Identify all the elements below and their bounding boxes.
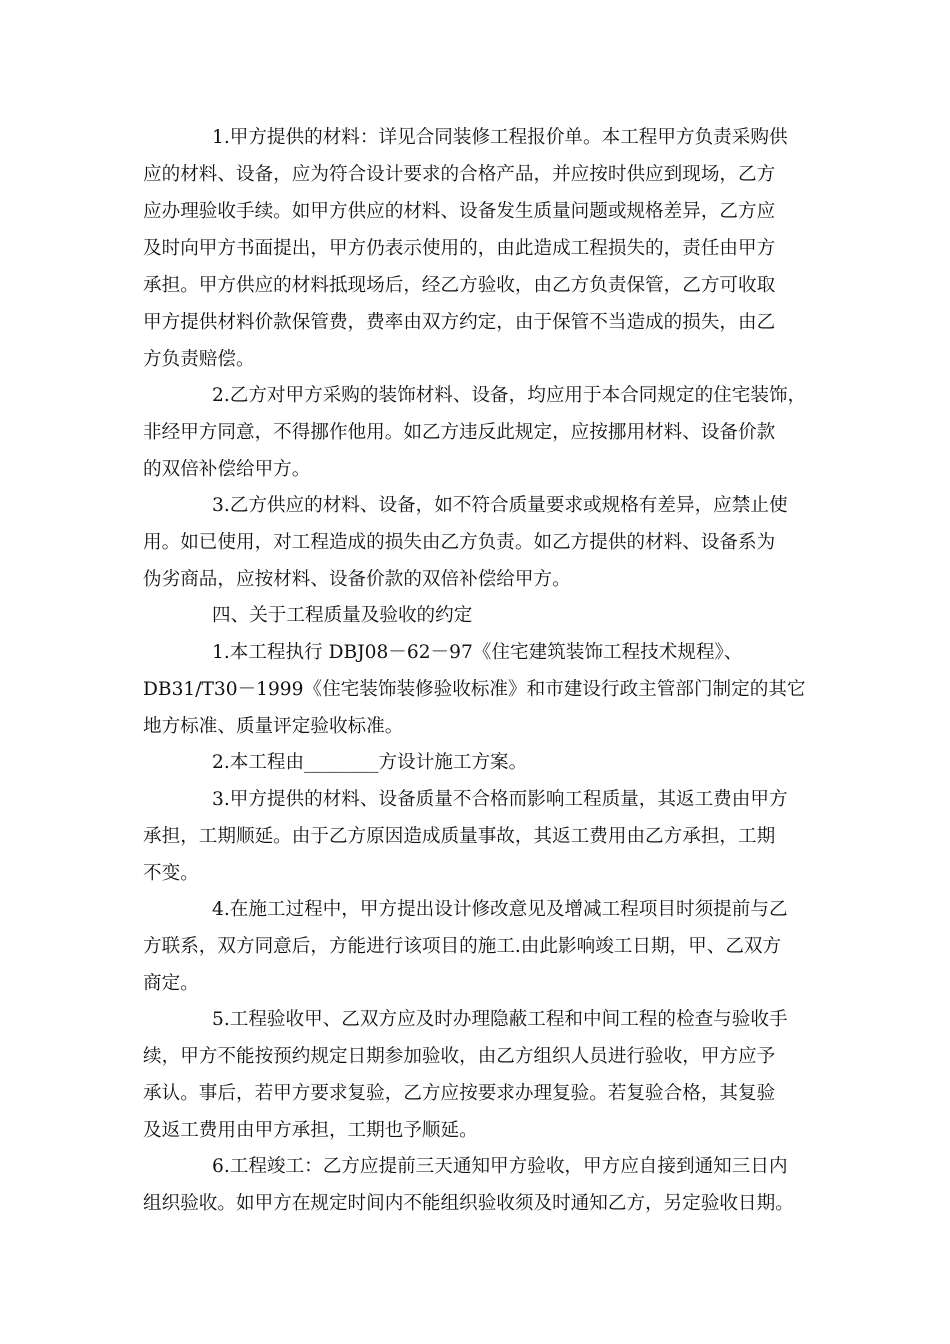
text-line: 非经甲方同意，不得挪作他用。如乙方违反此规定，应按挪用材料、设备价款 xyxy=(143,422,776,443)
text-line: DB31/T30－1999《住宅装饰装修验收标准》和市建设行政主管部门制定的其它 xyxy=(143,679,806,700)
text-line: 及时向甲方书面提出，甲方仍表示使用的，由此造成工程损失的，责任由甲方 xyxy=(143,238,776,259)
text-line: 方负责赔偿。 xyxy=(143,349,255,370)
text-line: 商定。 xyxy=(143,973,199,994)
text-line: 应办理验收手续。如甲方供应的材料、设备发生质量问题或规格差异，乙方应 xyxy=(143,201,776,222)
text-line: 及返工费用由甲方承担，工期也予顺延。 xyxy=(143,1120,478,1141)
text-line: 的双倍补偿给甲方。 xyxy=(143,459,311,480)
text-line: 用。如已使用，对工程造成的损失由乙方负责。如乙方提供的材料、设备系为 xyxy=(143,532,776,553)
text-line: 3.甲方提供的材料、设备质量不合格而影响工程质量，其返工费由甲方 xyxy=(212,789,788,810)
text-line: 2.本工程由________方设计施工方案。 xyxy=(212,752,528,773)
text-line: 地方标准、质量评定验收标准。 xyxy=(143,716,404,737)
text-line: 承认。事后，若甲方要求复验，乙方应按要求办理复验。若复验合格，其复验 xyxy=(143,1083,776,1104)
text-line: 应的材料、设备，应为符合设计要求的合格产品，并应按时供应到现场，乙方 xyxy=(143,164,776,185)
text-line: 6.工程竣工：乙方应提前三天通知甲方验收，甲方应自接到通知三日内 xyxy=(212,1156,788,1177)
text-line: 2.乙方对甲方采购的装饰材料、设备，均应用于本合同规定的住宅装饰， xyxy=(212,385,807,406)
text-line: 3.乙方供应的材料、设备，如不符合质量要求或规格有差异，应禁止使 xyxy=(212,495,788,516)
text-line: 1.甲方提供的材料：详见合同装修工程报价单。本工程甲方负责采购供 xyxy=(212,127,788,148)
text-line: 方联系，双方同意后，方能进行该项目的施工.由此影响竣工日期，甲、乙双方 xyxy=(143,936,782,957)
text-line: 续，甲方不能按预约规定日期参加验收，由乙方组织人员进行验收，甲方应予 xyxy=(143,1046,776,1067)
text-line: 1.本工程执行 DBJ08－62－97《住宅建筑装饰工程技术规程》、 xyxy=(212,642,743,663)
text-line: 伪劣商品，应按材料、设备价款的双倍补偿给甲方。 xyxy=(143,569,571,590)
text-line: 不变。 xyxy=(143,863,199,884)
text-line: 承担，工期顺延。由于乙方原因造成质量事故，其返工费用由乙方承担，工期 xyxy=(143,826,776,847)
text-line: 承担。甲方供应的材料抵现场后，经乙方验收，由乙方负责保管，乙方可收取 xyxy=(143,275,776,296)
section-heading: 四、关于工程质量及验收的约定 xyxy=(212,605,473,626)
text-line: 5.工程验收甲、乙双方应及时办理隐蔽工程和中间工程的检查与验收手 xyxy=(212,1009,788,1030)
text-line: 4.在施工过程中，甲方提出设计修改意见及增减工程项目时须提前与乙 xyxy=(212,899,788,920)
text-line: 组织验收。如甲方在规定时间内不能组织验收须及时通知乙方，另定验收日期。 xyxy=(143,1193,794,1214)
text-line: 甲方提供材料价款保管费，费率由双方约定，由于保管不当造成的损失，由乙 xyxy=(143,312,776,333)
